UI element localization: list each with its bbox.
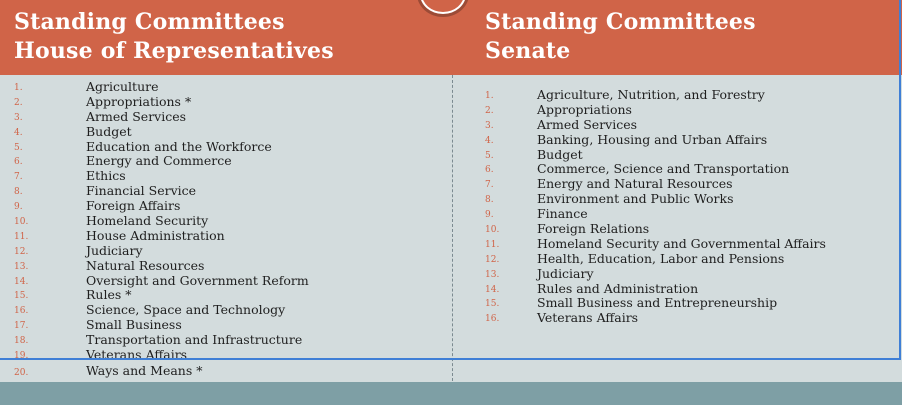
list-item-number: 16. (14, 306, 29, 317)
list-item-label: Environment and Public Works (537, 191, 734, 207)
list-item-number: 2. (485, 105, 494, 116)
list-item-number: 9. (14, 202, 23, 213)
list-item-number: 11. (14, 231, 29, 242)
list-item-number: 20. (14, 368, 29, 378)
list-item-label: Veterans Affairs (537, 310, 639, 326)
list-item-number: 6. (485, 165, 494, 176)
list-item-label: Homeland Security and Governmental Affairs (537, 235, 826, 251)
list-item-number: 8. (485, 195, 494, 206)
list-item-number: 8. (14, 187, 23, 198)
list-item-number: 13. (485, 269, 500, 280)
column-divider (452, 75, 453, 381)
senate-heading-line1: Standing Committees (485, 9, 756, 35)
house-heading-line1: Standing Committees (14, 9, 285, 35)
list-item-label: Oversight and Government Reform (86, 272, 309, 288)
list-item-number: 1. (14, 83, 23, 93)
senate-heading-line2: Senate (485, 38, 571, 64)
list-item-label: Energy and Natural Resources (537, 176, 733, 192)
list-item-label: Commerce, Science and Transportation (537, 161, 790, 177)
list-item-label: Energy and Commerce (86, 153, 232, 169)
list-item-number: 14. (14, 276, 29, 287)
list-item-label: Foreign Relations (537, 221, 650, 237)
list-item-label: Banking, Housing and Urban Affairs (537, 131, 768, 147)
house-heading-line2: House of Representatives (14, 38, 334, 64)
list-item-label: House Administration (86, 227, 225, 243)
list-item-number: 13. (14, 261, 29, 272)
list-item-number: 11. (485, 239, 500, 250)
list-item-number: 7. (485, 180, 494, 191)
list-item-number: 4. (14, 127, 23, 138)
list-item-label: Appropriations (537, 101, 632, 117)
list-item-label: Health, Education, Labor and Pensions (537, 250, 785, 266)
list-item-number: 19. (14, 351, 29, 362)
list-item-label: Science, Space and Technology (86, 302, 286, 318)
list-item-number: 12. (485, 254, 500, 265)
list-item-number: 14. (485, 284, 500, 295)
list-item-label: Agriculture, Nutrition, and Forestry (537, 87, 765, 102)
list-item-label: Budget (537, 146, 583, 162)
list-item-label: Budget (86, 123, 132, 139)
list-item-label: Ways and Means * (86, 363, 203, 378)
list-item-label: Education and the Workforce (86, 138, 272, 154)
list-item-label: Rules and Administration (537, 280, 699, 296)
senate-heading (485, 8, 756, 66)
list-item-number: 5. (14, 142, 23, 153)
list-item-label: Armed Services (86, 108, 187, 124)
list-item-label: Small Business and Entrepreneurship (537, 295, 778, 311)
list-item-label: Homeland Security (86, 213, 209, 229)
list-item-label: Judiciary (537, 265, 594, 281)
list-item-number: 7. (14, 172, 23, 183)
list-item-number: 6. (14, 157, 23, 168)
list-item-label: Veterans Affairs (86, 347, 188, 363)
list-item-number: 10. (485, 225, 500, 236)
list-item-number: 17. (14, 321, 29, 332)
list-item-number: 18. (14, 336, 29, 347)
list-item-number: 3. (14, 112, 23, 123)
list-item-label: Small Business (86, 317, 182, 333)
footer-band (0, 382, 902, 405)
list-item-number: 16. (485, 314, 500, 325)
list-item-number: 12. (14, 246, 29, 257)
list-item-number: 4. (485, 135, 494, 146)
list-item-label: Appropriations * (86, 93, 192, 109)
list-item-number: 2. (14, 97, 23, 108)
list-item-number: 15. (485, 299, 500, 310)
list-item-number: 9. (485, 210, 494, 221)
list-item-number: 5. (485, 150, 494, 161)
list-item-label: Rules * (86, 287, 132, 303)
list-item-number: 3. (485, 120, 494, 131)
list-item-label: Natural Resources (86, 257, 205, 273)
house-list-item-overflow (0, 360, 452, 382)
list-item-label: Finance (537, 206, 588, 222)
list-item-number: 15. (14, 291, 29, 302)
list-item-label: Agriculture (86, 79, 159, 94)
list-item-number: 1. (485, 91, 494, 101)
list-item-label: Armed Services (537, 116, 638, 132)
list-item-number: 10. (14, 217, 29, 228)
list-item-label: Transportation and Infrastructure (86, 332, 303, 348)
house-heading (14, 8, 334, 66)
list-item-label: Foreign Affairs (86, 198, 181, 214)
list-item-label: Judiciary (86, 242, 143, 258)
list-item-label: Financial Service (86, 183, 197, 199)
list-item-label: Ethics (86, 168, 126, 184)
